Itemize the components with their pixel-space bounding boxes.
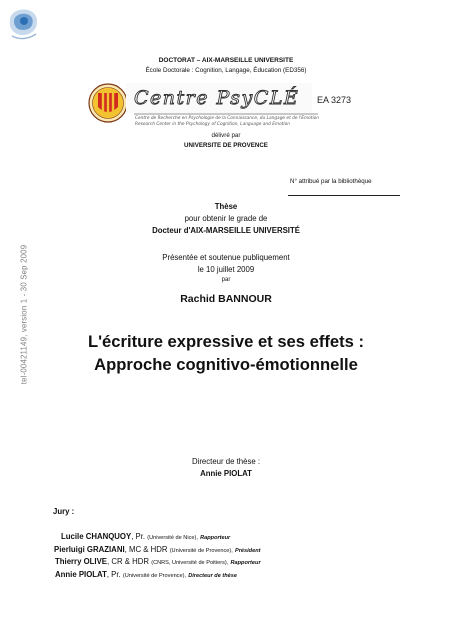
jury-member-name: Pierluigi GRAZIANI	[54, 545, 125, 554]
director-label: Directeur de thèse :	[191, 457, 261, 466]
doctorat-heading: DOCTORAT – AIX-MARSEILLE UNIVERSITE	[158, 57, 294, 64]
lab-name: Centre PsyCLÉ	[134, 87, 300, 109]
jury-member	[54, 545, 260, 554]
jury-member-title: , Pr.	[106, 570, 121, 579]
library-number-label: N° attribué par la bibliothèque	[290, 178, 372, 185]
jury-member-title: , MC & HDR	[124, 545, 168, 554]
jury-member	[61, 532, 230, 541]
jury-member-role: Rapporteur	[200, 535, 231, 541]
presentee: Présentée et soutenue publiquement	[162, 253, 290, 262]
jury-label: Jury :	[53, 507, 75, 516]
jury-member-role: Rapporteur	[230, 560, 261, 566]
delivre-par: délivré par	[211, 132, 241, 139]
hal-side-stamp: tel-00421149, version 1 - 30 Sep 2009	[19, 244, 29, 385]
lab-divider	[134, 113, 318, 115]
jury-member-affiliation: (Université de Provence),	[122, 573, 187, 579]
jury-member-affiliation: (Université de Nice),	[147, 535, 198, 541]
lab-code: EA 3273	[317, 95, 352, 105]
hal-logo-icon	[6, 6, 42, 46]
director-name: Annie PIOLAT	[200, 469, 252, 478]
lab-tagline-en: Research Center in the Psychology of Cognition, Language and Emotion	[135, 122, 290, 127]
jury-member-title: , Pr.	[131, 532, 146, 541]
jury-member-name: Annie PIOLAT	[55, 570, 107, 579]
author-name: Rachid BANNOUR	[180, 293, 272, 305]
jury-member	[55, 570, 237, 579]
ecole-doctorale: École Doctorale : Cognition, Langage, Éducation (ED356)	[145, 67, 307, 74]
jury-member	[55, 557, 261, 566]
thesis-title-line1: L'écriture expressive et ses effets :	[87, 332, 365, 351]
thesis-title-line2: Approche cognitivo-émotionnelle	[94, 355, 358, 374]
defense-date: le 10 juillet 2009	[197, 265, 255, 274]
jury-member-name: Lucile CHANQUOY	[61, 532, 132, 541]
grade: Docteur d'AIX-MARSEILLE UNIVERSITÉ	[152, 226, 300, 235]
jury-member-affiliation: (Université de Provence),	[169, 548, 233, 554]
jury-member-role: Président	[234, 548, 261, 554]
jury-member-title: , CR & HDR	[107, 557, 150, 566]
universite: UNIVERSITE DE PROVENCE	[184, 142, 268, 149]
library-number-line	[288, 195, 400, 196]
pour-obtenir: pour obtenir le grade de	[184, 214, 268, 223]
these-heading: Thèse	[214, 202, 238, 211]
par: par	[221, 277, 231, 283]
jury-member-name: Thierry OLIVE	[55, 557, 107, 566]
lab-shield-icon	[88, 81, 128, 127]
lab-tagline-fr: Centre de Recherche en Psychologie de la Connaissance, du Langage et de l'Emotion	[135, 116, 319, 121]
jury-member-role: Directeur de thèse	[188, 573, 237, 579]
jury-member-affiliation: (CNRS, Université de Poitiers),	[151, 560, 229, 566]
